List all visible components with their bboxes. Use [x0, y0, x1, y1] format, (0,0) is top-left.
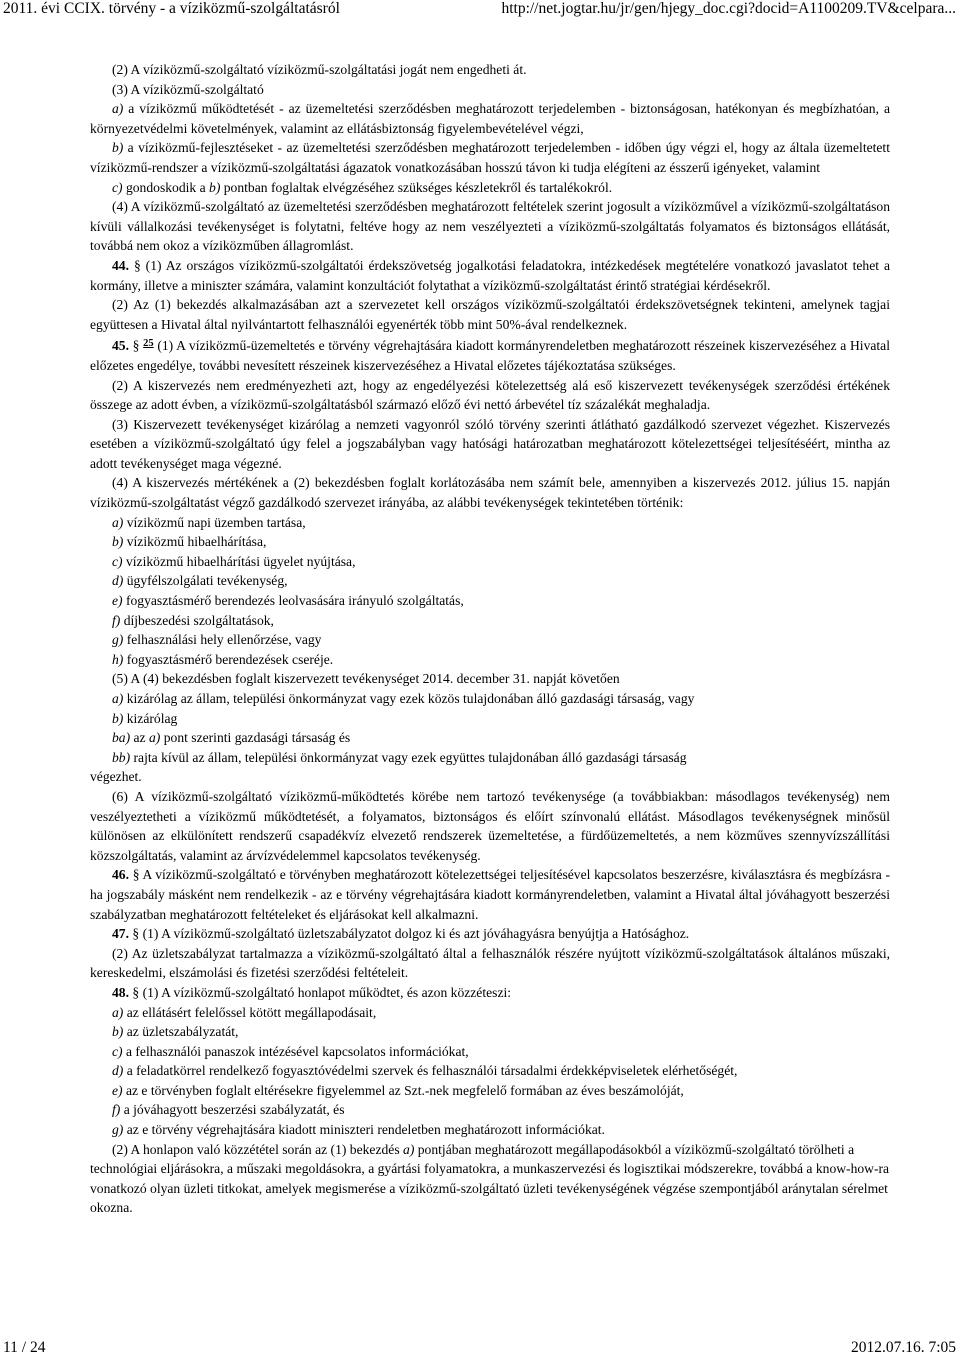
paragraph-text: az üzletszabályzatát,: [123, 1024, 239, 1040]
section-number: 47.: [112, 926, 129, 942]
paragraph-text: § A víziközmű-szolgáltató e törvényben meghatározott kötelezettségei teljesítésével kapcsolatos beszerzésre, kiválasztásra és megbízásra - ha jogszabály másként nem rendelkezik - az e törvény végrehajtására kiadott kormányrendeletben, valamint a Hivatal által jóváhagyott beszerzési szabályzatban meghatározott feltételeket és eljárásokat kell alkalmazni.: [90, 867, 890, 922]
paragraph-text: díjbeszedési szolgáltatások,: [120, 612, 274, 628]
inline-reference: b): [209, 179, 221, 195]
paragraph-text: felhasználási hely ellenőrzése, vagy: [123, 632, 322, 648]
paragraph-text: a víziközmű működtetését - az üzemeltetési szerződésben meghatározott terjedelemben - biztonságosan, hatékonyan és megbízhatóan, a környezetvédelmi követelmények, valamint az ellátásbiztonság figyelembevételével végzi,: [90, 101, 890, 136]
list-marker: c): [112, 553, 123, 569]
paragraph: [90, 1081, 890, 1101]
paragraph: [90, 669, 890, 689]
paragraph-text: § (1) Az országos víziközmű-szolgáltatói érdekszövetség jogalkotási feladatokra, intézkedések megtételére vonatkozó javaslatot tehet a kormány, illetve a miniszter számára, valamint konzultációt folytathat a víziközmű-szolgáltatást érintő stratégiai kérdésekről.: [90, 257, 890, 293]
paragraph-text: (3) Kiszervezett tevékenységet kizárólag a nemzeti vagyonról szóló törvény szerinti átlátható gazdálkodó szervezet végezhet. Kiszervezés esetében a víziközmű-szolgáltató úgy felel a jogszabályban vagy hatósági határozatban meghatározott kötelezettségei teljesítéséért, mintha az adott tevékenységet maga végezné.: [90, 416, 890, 471]
paragraph: [90, 532, 890, 552]
footnote-ref: 25: [143, 338, 154, 350]
paragraph: [90, 197, 890, 256]
page-number: 11 / 24: [3, 1339, 46, 1356]
list-marker: g): [112, 1122, 124, 1138]
list-marker: a): [112, 101, 124, 117]
section-number: 46.: [112, 867, 129, 883]
paragraph-text: a felhasználói panaszok intézésével kapcsolatos információkat,: [122, 1043, 469, 1059]
paragraph: [90, 1022, 890, 1042]
paragraph: [90, 630, 890, 650]
paragraph-text: az e törvényben foglalt eltérésekre figyelemmel az Szt.-nek megfelelő formában az éves beszámolóját,: [122, 1082, 684, 1098]
paragraph: [90, 571, 890, 591]
paragraph-text: fogyasztásmérő berendezés leolvasására irányuló szolgáltatás,: [122, 593, 464, 609]
paragraph-text: fogyasztásmérő berendezések cseréje.: [123, 651, 334, 667]
paragraph-text: az: [130, 730, 149, 746]
list-marker: d): [112, 573, 124, 589]
paragraph: [90, 99, 890, 138]
paragraph-text: (2) A kiszervezés nem eredményezheti azt, hogy az engedélyezési kötelezettség alá eső kiszervezett tevékenységek szerződési értékének összege az adott évben, a víziközmű-szolgáltatásból származó előző évi nettó árbevétel tíz százalékát meghaladja.: [90, 377, 890, 413]
paragraph: [90, 513, 890, 533]
document-body: [90, 60, 890, 1218]
paragraph-text: (3) A víziközmű-szolgáltató: [112, 81, 264, 97]
paragraph-text: (1) A víziközmű-üzemeltetés e törvény végrehajtására kiadott kormányrendeletben meghatározott részeinek kiszervezéséhez a Hivatal előzetes engedélye, további nevesített részeinek kiszervezéséhez a Hivatal előzetes tájékoztatása szükséges.: [90, 338, 890, 373]
page-footer: [0, 1339, 960, 1357]
print-datetime: 2012.07.16. 7:05: [850, 1339, 956, 1356]
paragraph: [90, 256, 890, 295]
paragraph: [90, 748, 890, 768]
paragraph-text: a víziközmű-fejlesztéseket - az üzemeltetési szerződésben meghatározott terjedelemben - időben úgy végzi el, hogy az általa üzemeltetett víziközmű-rendszer a víziközmű-szolgáltatási ágazatok vonatkozásában hosszú távon ki tudja elégíteni az ésszerű igényeket, valamint: [90, 140, 890, 175]
paragraph-text: pont szerinti gazdasági társaság és: [160, 730, 351, 746]
section-number: 48.: [112, 984, 129, 1000]
list-marker: f): [112, 612, 121, 628]
paragraph: [90, 709, 890, 729]
paragraph-text: pontjában meghatározott megállapodásokból a víziközmű-szolgáltató törölheti a technológiai eljárásokra, a műszaki megoldásokra, a gyártási folyamatokra, a munkaszervezési és logisztikai módszerekre, továbbá a know-how-ra vonatkozó olyan üzleti titkokat, amelyek megismerése a víziközmű-szolgáltató üzleti tevékenységének végzése szempontjából aránytalan sérelmet okozna.: [90, 1141, 890, 1216]
paragraph-text: (4) A kiszervezés mértékének a (2) bekezdésben foglalt korlátozásába nem számít bele, amennyiben a kiszervezés 2012. július 15. napján víziközmű-szolgáltatást végző gazdálkodó szervezet irányába, az alábbi tevékenységek tekintetében történik:: [90, 475, 890, 511]
paragraph-text: kizárólag: [123, 710, 178, 726]
paragraph: [90, 728, 890, 748]
paragraph: [90, 376, 890, 415]
paragraph-text: az ellátásért felelőssel kötött megállapodásait,: [123, 1004, 377, 1020]
list-marker: a): [112, 1004, 124, 1020]
list-marker: d): [112, 1063, 124, 1079]
list-marker: b): [112, 534, 124, 550]
list-marker: c): [112, 179, 123, 195]
paragraph-text: pontban foglaltak elvégzéséhez szükséges készletekről és tartalékokról.: [220, 179, 613, 195]
paragraph-text: (6) A víziközmű-szolgáltató víziközmű-működtetés körébe nem tartozó tevékenysége (a továbbiakban: másodlagos tevékenység) nem veszélyeztetheti a víziközmű működtetését, a folyamatos, biztonságos és előírt színvonalú ellátást. Másodlagos tevékenységnek minősül különösen az elkülönített rendszerű csapadékvíz elvezető rendszerek üzemeltetése, a fürdőüzemeltetés, a nem közműves szennyvízszállítási közszolgáltatás, valamint az árvízvédelemmel kapcsolatos tevékenység.: [90, 788, 890, 863]
list-marker: c): [112, 1043, 123, 1059]
list-marker: f): [112, 1102, 121, 1118]
paragraph-text: az e törvény végrehajtására kiadott miniszteri rendeletben meghatározott információkat.: [123, 1122, 605, 1138]
paragraph: [90, 1042, 890, 1062]
paragraph: [90, 415, 890, 474]
paragraph: [90, 1140, 890, 1218]
paragraph-text: végezhet.: [90, 769, 142, 785]
paragraph: [90, 1100, 890, 1120]
paragraph-text: a jóváhagyott beszerzési szabályzatát, és: [120, 1102, 345, 1118]
paragraph: [90, 767, 890, 787]
paragraph: [90, 611, 890, 631]
list-marker: b): [112, 1024, 124, 1040]
paragraph-text: gondoskodik a: [122, 179, 210, 195]
paragraph-text: kizárólag az állam, települési önkormányzat vagy ezek közös tulajdonában álló gazdasági társaság, vagy: [123, 691, 695, 706]
list-marker: b): [112, 710, 124, 726]
paragraph: [90, 178, 890, 198]
paragraph: [90, 983, 890, 1003]
list-marker: a): [112, 691, 124, 706]
inline-reference: a): [149, 730, 161, 746]
section-sign: §: [129, 338, 144, 354]
paragraph: [90, 865, 890, 924]
list-marker: h): [112, 651, 124, 667]
document-url[interactable]: http://net.jogtar.hu/jr/gen/hjegy_doc.cgi?docid=A1100209.TV&celpara...: [501, 0, 956, 17]
paragraph: [90, 1120, 890, 1140]
list-marker: g): [112, 632, 124, 648]
paragraph: [90, 944, 890, 983]
paragraph: [90, 295, 890, 334]
paragraph: [90, 80, 890, 100]
paragraph: [90, 591, 890, 611]
paragraph-text: ügyfélszolgálati tevékenység,: [123, 573, 288, 589]
paragraph-text: (2) A honlapon való közzététel során az (1) bekezdés: [112, 1141, 404, 1157]
paragraph: [90, 334, 890, 375]
paragraph-text: víziközmű hibaelhárítási ügyelet nyújtása,: [122, 553, 356, 569]
paragraph: [90, 924, 890, 944]
section-number: 45.: [112, 338, 129, 354]
list-marker: ba): [112, 730, 131, 746]
paragraph-text: § (1) A víziközmű-szolgáltató üzletszabályzatot dolgoz ki és azt jóváhagyásra benyújtja a Hatósághoz.: [129, 926, 690, 942]
inline-reference: a): [403, 1141, 415, 1157]
paragraph-text: § (1) A víziközmű-szolgáltató honlapot működtet, és azon közzéteszi:: [129, 984, 512, 1000]
paragraph: [90, 138, 890, 177]
section-number: 44.: [112, 257, 129, 273]
paragraph: [90, 787, 890, 865]
paragraph-text: (5) A (4) bekezdésben foglalt kiszervezett tevékenységet 2014. december 31. napját követően: [112, 671, 620, 687]
paragraph-text: (2) Az üzletszabályzat tartalmazza a víziközmű-szolgáltató által a felhasználók részére nyújtott víziközmű-szolgáltatások általános műszaki, kereskedelmi, elszámolási és fizetési szerződési feltételeit.: [90, 945, 890, 981]
paragraph-text: a feladatkörrel rendelkező fogyasztóvédelmi szervek és felhasználói társadalmi érdekképviseletek elérhetőségét,: [123, 1063, 738, 1079]
paragraph: [90, 552, 890, 572]
page-header: [0, 0, 960, 22]
list-marker: b): [112, 140, 124, 156]
paragraph: [90, 473, 890, 512]
paragraph: [90, 60, 890, 80]
paragraph: [90, 1061, 890, 1081]
list-marker: a): [112, 514, 124, 530]
paragraph: [90, 1003, 890, 1023]
document-title: 2011. évi CCIX. törvény - a víziközmű-szolgáltatásról: [3, 0, 340, 17]
paragraph-text: rajta kívül az állam, települési önkormányzat vagy ezek együttes tulajdonában álló gazdasági társaság: [130, 749, 687, 765]
paragraph-text: (4) A víziközmű-szolgáltató az üzemeltetési szerződésben meghatározott feltételek szerint jogosult a víziközművel a víziközmű-szolgáltatáson kívüli vállalkozási tevékenységet is folytatni, feltéve hogy az nem veszélyezteti a víziközmű-szolgáltatás folyamatos és biztonságos ellátását, továbbá nem okoz a víziközműben állagromlást.: [90, 199, 890, 254]
paragraph: [90, 689, 890, 709]
list-marker: bb): [112, 749, 131, 765]
paragraph: [90, 650, 890, 670]
paragraph-text: (2) Az (1) bekezdés alkalmazásában azt a szervezetet kell országos víziközmű-szolgáltatói érdekszövetségnek tekinteni, amelynek tagjai együttesen a Hivatal által nyilvántartott felhasználói egyenérték több mint 50%-ával rendelkeznek.: [90, 297, 890, 332]
list-marker: e): [112, 593, 123, 609]
paragraph-text: (2) A víziközmű-szolgáltató víziközmű-szolgáltatási jogát nem engedheti át.: [112, 62, 527, 77]
paragraph-text: víziközmű napi üzemben tartása,: [123, 514, 306, 530]
paragraph-text: víziközmű hibaelhárítása,: [123, 534, 267, 550]
list-marker: e): [112, 1082, 123, 1098]
